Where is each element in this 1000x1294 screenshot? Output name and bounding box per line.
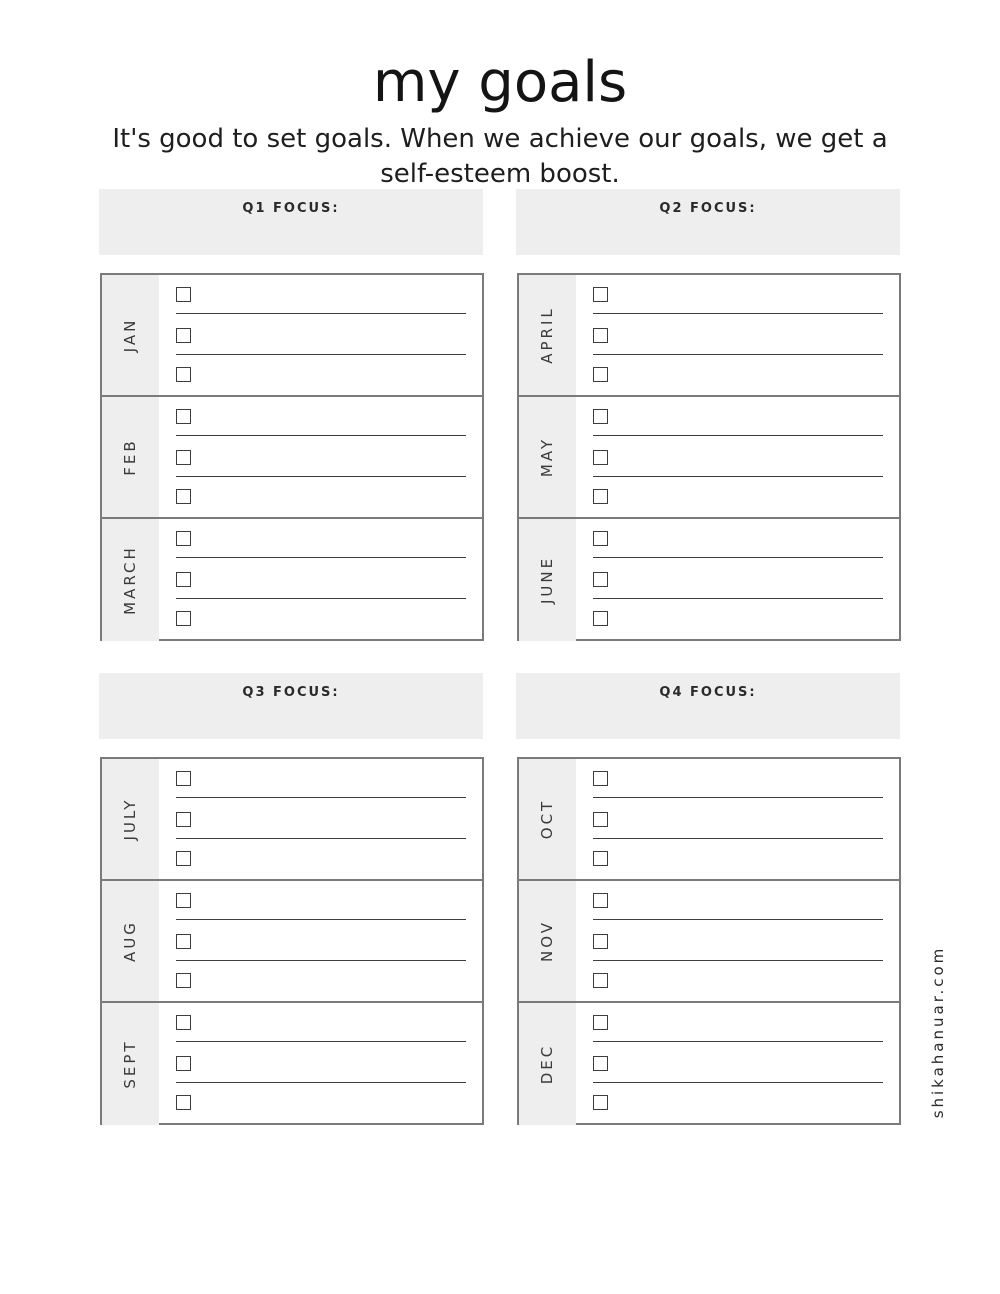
goal-item[interactable]	[593, 881, 883, 921]
month-side-panel	[102, 397, 159, 517]
goal-line	[593, 557, 883, 558]
month-side-panel	[519, 397, 576, 517]
goal-checkbox[interactable]	[593, 771, 608, 786]
month-row-july	[102, 759, 482, 881]
goal-checkbox[interactable]	[593, 893, 608, 908]
goal-item[interactable]	[593, 560, 883, 600]
goal-checkbox[interactable]	[176, 1015, 191, 1030]
month-row-sept	[102, 1003, 482, 1125]
goal-checkbox[interactable]	[176, 771, 191, 786]
goal-item[interactable]	[176, 599, 466, 639]
month-label: NOV	[538, 919, 556, 963]
goal-checkbox[interactable]	[176, 328, 191, 343]
q2-focus-box[interactable]	[516, 189, 900, 255]
month-side-panel	[519, 759, 576, 879]
month-row-nov	[519, 881, 899, 1003]
goal-item[interactable]	[593, 1003, 883, 1043]
goal-line	[176, 557, 466, 558]
goal-checkbox[interactable]	[176, 409, 191, 424]
goal-item[interactable]	[176, 1003, 466, 1043]
goal-item[interactable]	[593, 477, 883, 517]
goal-item[interactable]	[176, 881, 466, 921]
goal-line	[593, 435, 883, 436]
goal-item[interactable]	[176, 477, 466, 517]
goal-item[interactable]	[593, 275, 883, 315]
goal-item[interactable]	[593, 316, 883, 356]
q4-focus-box[interactable]	[516, 673, 900, 739]
month-label: MAY	[538, 436, 556, 478]
goal-checkbox[interactable]	[176, 450, 191, 465]
goal-item[interactable]	[593, 922, 883, 962]
month-side-panel	[102, 1003, 159, 1125]
month-label: SEPT	[121, 1039, 139, 1089]
goal-checkbox[interactable]	[176, 893, 191, 908]
month-label: JAN	[121, 317, 139, 353]
goal-item[interactable]	[593, 1083, 883, 1123]
goal-checkbox[interactable]	[593, 450, 608, 465]
page-subtitle: It's good to set goals. When we achieve our goals, we get a self-esteem boost.	[112, 124, 888, 189]
q4-grid	[517, 757, 901, 1125]
goal-item[interactable]	[176, 922, 466, 962]
q1-focus-label: Q1 FOCUS:	[242, 201, 340, 216]
month-side-panel	[519, 519, 576, 641]
goal-line	[176, 797, 466, 798]
month-row-aug	[102, 881, 482, 1003]
goal-item[interactable]	[176, 438, 466, 478]
goal-checkbox[interactable]	[593, 1095, 608, 1110]
goal-checkbox[interactable]	[176, 531, 191, 546]
q3-focus-box[interactable]	[99, 673, 483, 739]
goal-checkbox[interactable]	[593, 328, 608, 343]
goal-checkbox[interactable]	[176, 1095, 191, 1110]
month-row-dec	[519, 1003, 899, 1125]
month-label: FEB	[121, 438, 139, 476]
month-label: AUG	[121, 920, 139, 962]
goal-line	[593, 797, 883, 798]
month-row-may	[519, 397, 899, 519]
goal-item[interactable]	[176, 560, 466, 600]
goal-checkbox[interactable]	[176, 812, 191, 827]
goal-item[interactable]	[593, 397, 883, 437]
goal-checkbox[interactable]	[593, 973, 608, 988]
goal-item[interactable]	[176, 839, 466, 879]
goal-item[interactable]	[176, 316, 466, 356]
goal-item[interactable]	[176, 1083, 466, 1123]
goal-checkbox[interactable]	[593, 367, 608, 382]
goal-item[interactable]	[593, 438, 883, 478]
goal-checkbox[interactable]	[593, 489, 608, 504]
q2-focus-label: Q2 FOCUS:	[659, 201, 757, 216]
q1-focus-box[interactable]	[99, 189, 483, 255]
goal-checkbox[interactable]	[176, 973, 191, 988]
month-side-panel	[102, 519, 159, 641]
goal-checkbox[interactable]	[593, 934, 608, 949]
goal-checkbox[interactable]	[176, 287, 191, 302]
goal-item[interactable]	[176, 961, 466, 1001]
month-side-panel	[519, 1003, 576, 1125]
goal-line	[176, 435, 466, 436]
month-label: JULY	[121, 797, 139, 841]
goal-checkbox[interactable]	[176, 611, 191, 626]
month-side-panel	[102, 759, 159, 879]
goal-item[interactable]	[593, 599, 883, 639]
goal-checkbox[interactable]	[176, 489, 191, 504]
month-row-april	[519, 275, 899, 397]
page-title: my goals	[372, 50, 628, 115]
goal-checkbox[interactable]	[593, 287, 608, 302]
q4-focus-label: Q4 FOCUS:	[659, 685, 757, 700]
goal-line	[593, 919, 883, 920]
month-label: JUNE	[538, 555, 556, 605]
goal-item[interactable]	[593, 800, 883, 840]
month-row-feb	[102, 397, 482, 519]
goal-item[interactable]	[176, 1044, 466, 1084]
goal-item[interactable]	[176, 800, 466, 840]
goal-item[interactable]	[176, 519, 466, 559]
q3-focus-label: Q3 FOCUS:	[242, 685, 340, 700]
q2-grid	[517, 273, 901, 641]
month-side-panel	[102, 275, 159, 395]
month-row-oct	[519, 759, 899, 881]
goal-checkbox[interactable]	[593, 409, 608, 424]
goal-checkbox[interactable]	[593, 572, 608, 587]
goal-line	[176, 313, 466, 314]
month-label: MARCH	[121, 545, 139, 615]
q1-grid	[100, 273, 484, 641]
goal-item[interactable]	[176, 759, 466, 799]
goal-checkbox[interactable]	[176, 851, 191, 866]
month-label: APRIL	[538, 306, 556, 364]
goal-checkbox[interactable]	[593, 611, 608, 626]
month-side-panel	[102, 881, 159, 1001]
month-label: OCT	[538, 798, 556, 840]
goal-item[interactable]	[593, 1044, 883, 1084]
goal-item[interactable]	[176, 275, 466, 315]
goal-checkbox[interactable]	[176, 1056, 191, 1071]
month-label: DEC	[538, 1043, 556, 1085]
goal-item[interactable]	[593, 759, 883, 799]
goal-checkbox[interactable]	[593, 1056, 608, 1071]
goal-checkbox[interactable]	[593, 851, 608, 866]
q3-grid	[100, 757, 484, 1125]
goal-checkbox[interactable]	[593, 531, 608, 546]
goal-line	[593, 1041, 883, 1042]
goal-checkbox[interactable]	[176, 367, 191, 382]
month-row-jan	[102, 275, 482, 397]
month-row-june	[519, 519, 899, 641]
month-row-march	[102, 519, 482, 641]
goal-line	[593, 313, 883, 314]
goal-item[interactable]	[593, 355, 883, 395]
goal-item[interactable]	[176, 397, 466, 437]
site-watermark: shikahanuar.com	[929, 945, 947, 1119]
month-side-panel	[519, 275, 576, 395]
goal-item[interactable]	[593, 519, 883, 559]
goal-checkbox[interactable]	[176, 934, 191, 949]
goal-item[interactable]	[593, 839, 883, 879]
goal-line	[176, 919, 466, 920]
month-side-panel	[519, 881, 576, 1001]
goal-checkbox[interactable]	[176, 572, 191, 587]
goal-item[interactable]	[176, 355, 466, 395]
goal-item[interactable]	[593, 961, 883, 1001]
goal-checkbox[interactable]	[593, 1015, 608, 1030]
goal-checkbox[interactable]	[593, 812, 608, 827]
goal-line	[176, 1041, 466, 1042]
